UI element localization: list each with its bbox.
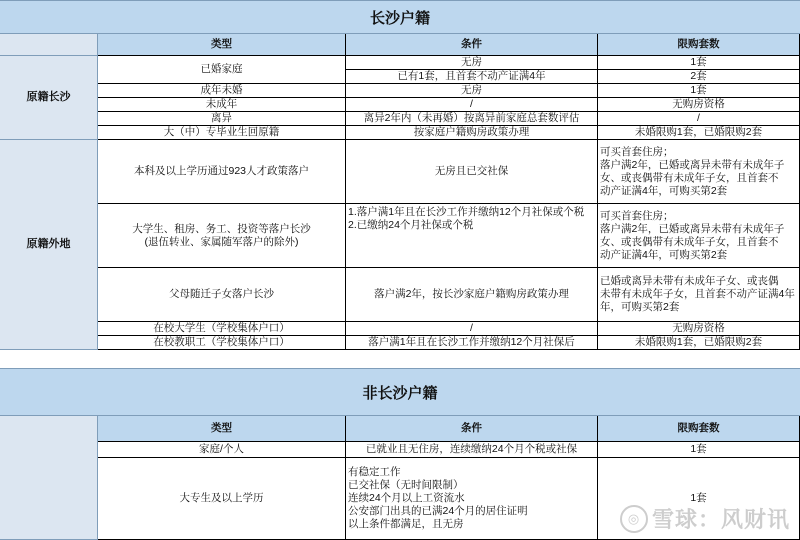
cond-minor: / [346,98,598,112]
limit-married-2: 2套 [598,70,800,84]
header2-limit: 限购套数 [598,416,800,442]
limit-line: 动产证满4年，可购买第2套 [600,184,728,197]
limit-line: 可买首套住房； [600,145,674,158]
cond-college [346,458,598,540]
cond-divorce: 离异2年内（未再婚）按离异前家庭总套数评估 [346,112,598,126]
region-origin-other: 原籍外地 [0,140,98,350]
cond-family-individual: 已就业且无住房，连续缴纳24个月个税或社保 [346,442,598,458]
limit-line: 落户满2年，已婚或离异未带有未成年子 [600,222,785,235]
header2-condition: 条件 [346,416,598,442]
cond-line: 1.落户满1年且在长沙工作并缴纳12个月社保或个税 [348,206,585,218]
type-line: 大学生、租房、务工、投资等落户长沙 [132,222,311,235]
limit-married-1: 1套 [598,56,800,70]
cond-married-1: 无房 [346,56,598,70]
limit-divorce: / [598,112,800,126]
type-staff: 在校教职工（学校集体户口） [98,336,346,350]
limit-adult-single: 1套 [598,84,800,98]
limit-line: 女、或丧偶带有未成年子女，且首套不 [600,235,779,248]
section-title-changsha [0,0,800,34]
header2-type: 类型 [98,416,346,442]
region-blank-header [0,34,98,56]
cond-line: 已交社保（无时间限制） [348,479,464,491]
limit-line: 已婚或离异未带有未成年子女、或丧偶 [600,275,779,287]
limit-line: 未带有未成年子女，且首套不动产证满4年 [600,288,795,300]
cond-line: 以上条件都满足，且无房 [348,518,464,530]
header-type: 类型 [98,34,346,56]
limit-line: 可买首套住房； [600,209,674,222]
region-origin-changsha: 原籍长沙 [0,56,98,140]
camera-icon: ◎ [620,505,648,533]
limit-graduate: 未婚限购1套，已婚限购2套 [598,126,800,140]
watermark-text: 雪球：风财讯 [651,507,790,532]
cond-parents-follow: 落户满2年，按长沙家庭户籍购房政策办理 [346,268,598,322]
cond-student: / [346,322,598,336]
type-minor: 未成年 [98,98,346,112]
section-title-text: 长沙户籍 [369,9,430,27]
cond-line: 2.已缴纳24个月社保或个税 [348,219,474,231]
limit-talent-923 [598,140,800,204]
type-talent-923: 本科及以上学历通过923人才政策落户 [98,140,346,204]
type-parents-follow: 父母随迁子女落户长沙 [98,268,346,322]
type-married: 已婚家庭 [98,56,346,84]
limit-staff: 未婚限购1套，已婚限购2套 [598,336,800,350]
type-graduate: 大（中）专毕业生回原籍 [98,126,346,140]
type-student: 在校大学生（学校集体户口） [98,322,346,336]
type-line: (退伍转业、家属随军落户的除外) [144,235,299,248]
header-limit: 限购套数 [598,34,800,56]
region-blank-2 [0,416,98,540]
cond-talent-923: 无房且已交社保 [346,140,598,204]
cond-staff: 落户满1年且在长沙工作并缴纳12个月社保后 [346,336,598,350]
limit-parents-follow [598,268,800,322]
limit-line: 动产证满4年，可购买第2套 [600,248,728,261]
type-adult-single: 成年未婚 [98,84,346,98]
section-title-text: 非长沙户籍 [362,384,438,402]
limit-student: 无购房资格 [598,322,800,336]
limit-line: 落户满2年，已婚或离异未带有未成年子 [600,158,785,171]
cond-adult-single: 无房 [346,84,598,98]
type-family-individual: 家庭/个人 [98,442,346,458]
limit-line: 年，可购买第2套 [600,301,680,313]
cond-married-2: 已有1套，且首套不动产证满4年 [346,70,598,84]
changsha-table [0,34,800,350]
header-condition: 条件 [346,34,598,56]
limit-settle [598,204,800,268]
limit-college: 1套 [598,458,800,540]
cond-line: 连续24个月以上工资流水 [348,492,465,504]
section-title-non-changsha [0,368,800,416]
limit-family-individual: 1套 [598,442,800,458]
watermark [620,503,790,534]
type-divorce: 离异 [98,112,346,126]
section-gap [0,350,800,368]
limit-line: 女、或丧偶带有未成年子女，且首套不 [600,171,779,184]
cond-line: 有稳定工作 [348,466,401,478]
type-college: 大专生及以上学历 [98,458,346,540]
type-settle [98,204,346,268]
cond-line: 公安部门出具的已满24个月的居住证明 [348,505,528,517]
limit-minor: 无购房资格 [598,98,800,112]
cond-graduate: 按家庭户籍购房政策办理 [346,126,598,140]
cond-settle [346,204,598,268]
